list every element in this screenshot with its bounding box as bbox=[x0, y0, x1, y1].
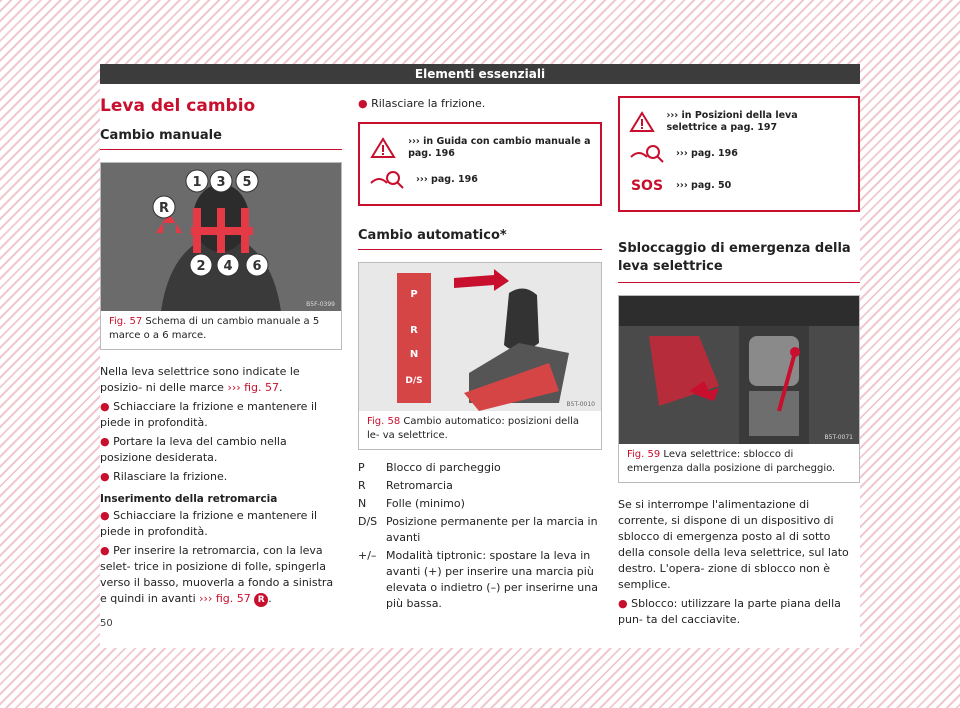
intro-paragraph: Nella leva selettrice sono indicate le posizio- ni delle marce ››› fig. 57. bbox=[100, 365, 300, 394]
warning-row bbox=[368, 134, 592, 162]
auto-title: Cambio automatico* bbox=[358, 228, 602, 250]
warning-row bbox=[628, 108, 850, 136]
gear-label-1: 1 bbox=[192, 175, 202, 190]
figure-caption bbox=[359, 411, 601, 449]
gear-label-4: 4 bbox=[223, 259, 233, 274]
figure-code: B5F-0399 bbox=[306, 301, 335, 308]
sos-ref[interactable]: ››› pag. 50 bbox=[676, 180, 732, 191]
warning-ref[interactable]: ››› in Guida con cambio manuale a pag. 196 bbox=[408, 136, 591, 159]
sos-icon: SOS bbox=[630, 178, 664, 194]
column-2 bbox=[358, 96, 602, 614]
warning-ref[interactable]: ››› in Posizioni della leva selettrice a pag. 197 bbox=[666, 110, 798, 133]
warning-box bbox=[618, 96, 860, 212]
warning-icon bbox=[628, 108, 656, 136]
figure-caption bbox=[619, 444, 859, 482]
gear-label-5: 5 bbox=[242, 175, 252, 190]
note-ref[interactable]: ››› pag. 196 bbox=[416, 174, 478, 185]
warning-row bbox=[368, 166, 592, 194]
figure-58 bbox=[358, 262, 602, 450]
emergency-release-image bbox=[619, 296, 859, 444]
definition-row: D/S Posizione permanente per la marcia in avanti bbox=[358, 515, 598, 544]
figure-caption-text: Leva selettrice: sblocco di emergenza dalla posizione di parcheggio. bbox=[627, 449, 836, 474]
emergency-title: Sbloccaggio di emergenza della leva selettrice bbox=[618, 240, 860, 283]
gear-label-6: 6 bbox=[252, 259, 262, 274]
list-item: ● Portare la leva del cambio nella posizione desiderata. bbox=[100, 435, 287, 464]
gear-label-3: 3 bbox=[216, 175, 226, 190]
page-number: 50 bbox=[100, 618, 113, 629]
warning-icon bbox=[368, 134, 398, 162]
automatic-gearbox-image bbox=[359, 263, 601, 411]
emergency-release-illustration bbox=[619, 296, 859, 444]
figure-57 bbox=[100, 162, 342, 350]
warning-row bbox=[628, 140, 850, 168]
subsection-title: Cambio manuale bbox=[100, 128, 342, 150]
figure-label: Fig. 57 bbox=[109, 316, 143, 327]
warning-box bbox=[358, 122, 602, 206]
emergency-paragraph: Se si interrompe l'alimentazione di corrente, si dispone di un dispositivo di sblocco di emergenza posto al di sotto della console della leva selettrice, sul lato destro. L'opera- zione di sblocco non è semplice. bbox=[618, 498, 849, 591]
figure-caption bbox=[101, 311, 341, 349]
manual-gearbox-image bbox=[101, 163, 341, 311]
pos-R: R bbox=[410, 325, 418, 336]
definition-row: +/– Modalità tiptronic: spostare la leva in avanti (+) per inserire una marcia più elevata o indietro (–) per inserirne una più bassa. bbox=[358, 549, 598, 610]
header-bar: Elementi essenziali bbox=[100, 64, 860, 84]
gear-pattern-illustration bbox=[101, 163, 341, 311]
note-ref[interactable]: ››› pag. 196 bbox=[676, 148, 738, 159]
figure-59 bbox=[618, 295, 860, 483]
reverse-fig-link[interactable]: ››› fig. 57 bbox=[199, 592, 251, 605]
list-item: ● Sblocco: utilizzare la parte piana della pun- ta del cacciavite. bbox=[618, 597, 841, 626]
definition-row: R Retromarcia bbox=[358, 479, 453, 492]
list-item: ● Schiacciare la frizione e mantenere il piede in profondità. bbox=[100, 400, 318, 429]
section-title: Leva del cambio bbox=[100, 96, 256, 116]
figure-label: Fig. 59 bbox=[627, 449, 661, 460]
auto-lever-illustration bbox=[359, 263, 601, 411]
note-icon bbox=[368, 166, 406, 194]
list-item: ● Schiacciare la frizione e mantenere il piede in profondità. bbox=[100, 509, 318, 538]
list-item: ● Per inserire la retromarcia, con la leva selet- trice in posizione di folle, spingerla verso il basso, muoverla a fondo a sinistra e quindi in avanti ››› fig. 57 R . bbox=[100, 544, 334, 605]
intro-text: Nella leva selettrice sono indicate le posizio- ni delle marce bbox=[100, 365, 300, 394]
reverse-heading: Inserimento della retromarcia bbox=[100, 493, 278, 505]
pos-DS: D/S bbox=[405, 376, 423, 386]
list-item: ● Rilasciare la frizione. bbox=[358, 97, 486, 110]
figure-code: B5T-0010 bbox=[566, 401, 595, 408]
definition-row: P Blocco di parcheggio bbox=[358, 461, 501, 474]
pos-P: P bbox=[410, 289, 418, 300]
pos-N: N bbox=[409, 349, 419, 360]
intro-fig-link[interactable]: ››› fig. 57 bbox=[227, 381, 280, 394]
gear-label-R: R bbox=[158, 201, 170, 216]
figure-caption-text: Schema di un cambio manuale a 5 marce o a 6 marce. bbox=[109, 316, 320, 341]
figure-code: B5T-0071 bbox=[824, 434, 853, 441]
gear-label-2: 2 bbox=[196, 259, 206, 274]
reverse-badge: R bbox=[254, 593, 268, 607]
column-3 bbox=[618, 96, 860, 628]
column-1 bbox=[100, 96, 342, 607]
position-definitions bbox=[358, 460, 602, 612]
definition-row: N Folle (minimo) bbox=[358, 497, 465, 510]
list-item: ● Rilasciare la frizione. bbox=[100, 470, 228, 483]
figure-label: Fig. 58 bbox=[367, 416, 401, 427]
figure-caption-text: Cambio automatico: posizioni della le- va selettrice. bbox=[367, 416, 580, 441]
note-icon bbox=[628, 140, 666, 168]
warning-row bbox=[628, 172, 850, 200]
